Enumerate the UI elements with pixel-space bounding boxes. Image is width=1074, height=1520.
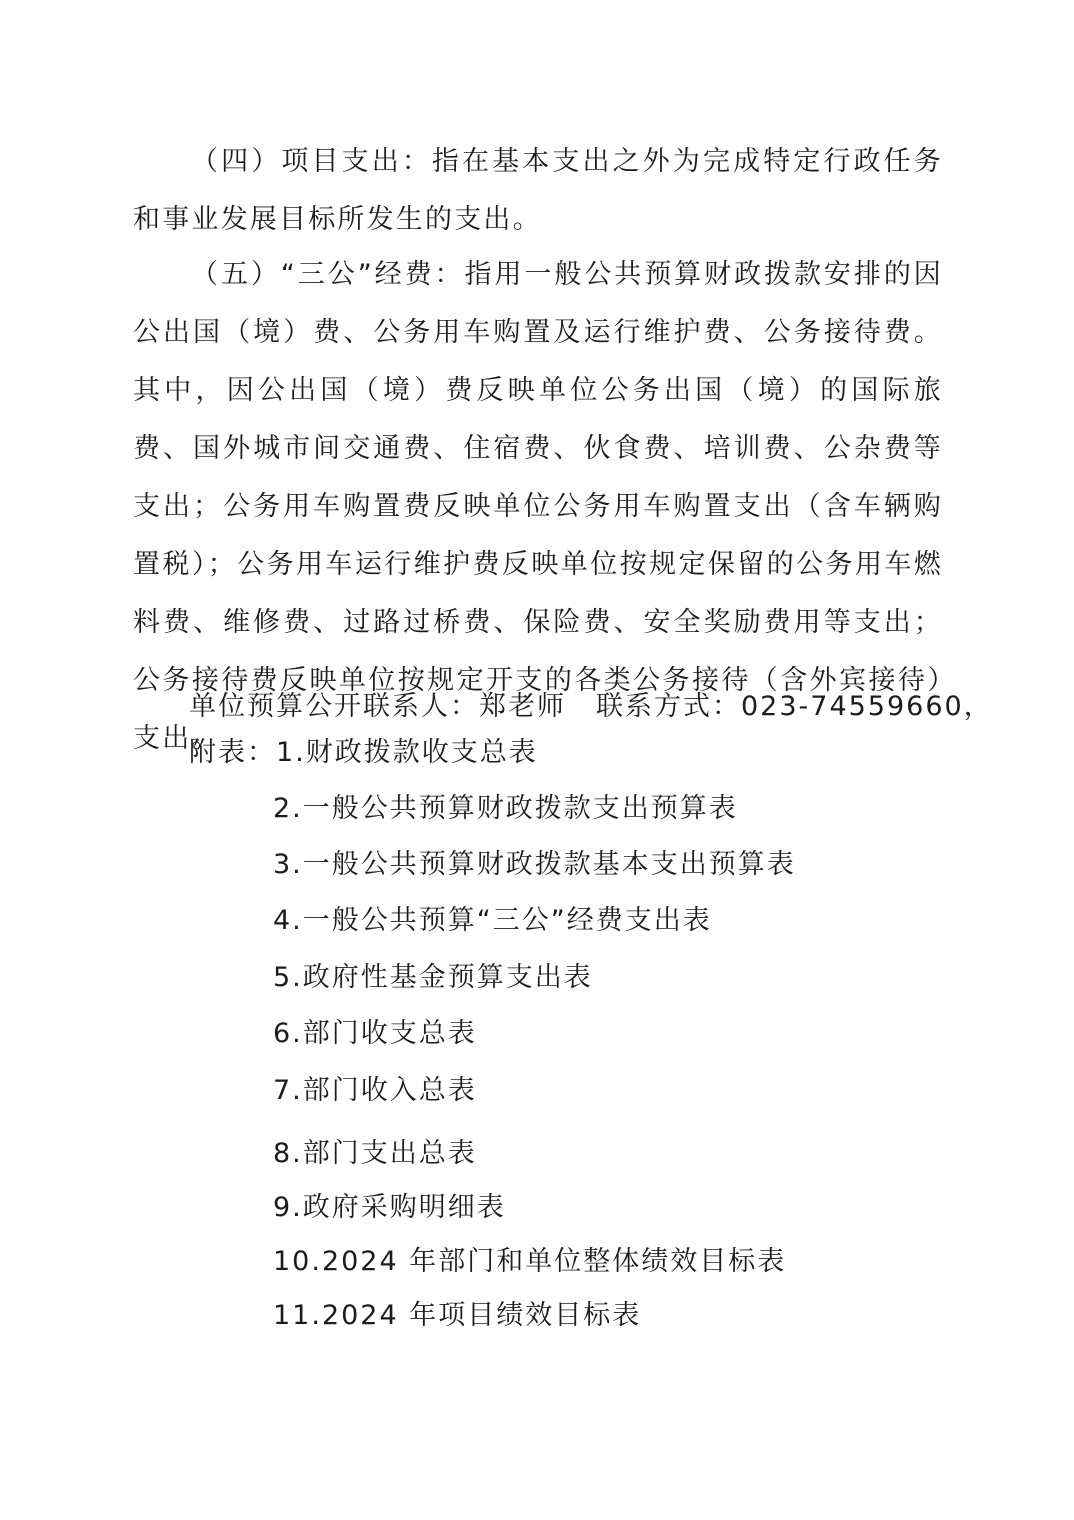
annex-item-5: 5.政府性基金预算支出表 [273,962,593,993]
contact-line [189,687,993,727]
annex-item-11: 11.2024 年项目绩效目标表 [273,1300,642,1331]
annex-item-8: 8.部门支出总表 [273,1138,477,1169]
annex-item-10: 10.2024 年部门和单位整体绩效目标表 [273,1246,787,1277]
annex-item-2: 2.一般公共预算财政拨款支出预算表 [273,793,738,824]
contact-method: 联系方式：023-74559660， [596,691,993,722]
annex-item-3: 3.一般公共预算财政拨款基本支出预算表 [273,849,796,880]
annex-item-9: 9.政府采购明细表 [273,1192,506,1223]
annex-line [189,733,538,773]
annex-item-1: 1.财政拨款收支总表 [276,737,538,768]
annex-item-4: 4.一般公共预算“三公”经费支出表 [273,905,712,936]
annex-item-7: 7.部门收入总表 [273,1075,477,1106]
paragraph-three-public-funds: （五）“三公”经费：指用一般公共预算财政拨款安排的因公出国（境）费、公务用车购置及运行维护费、公务接待费。其中，因公出国（境）费反映单位公务出国（境）的国际旅费、国外城市间交通费、住宿费、伙食费、培训费、公杂费等支出；公务用车购置费反映单位公务用车购置支出（含车辆购置税）；公务用车运行维护费反映单位按规定保留的公务用车燃料费、维修费、过路过桥费、保险费、安全奖励费用等支出；公务接待费反映单位按规定开支的各类公务接待（含外宾接待）支出。 [133,259,943,754]
paragraph-project-expenditure: （四）项目支出：指在基本支出之外为完成特定行政任务和事业发展目标所发生的支出。 [133,146,943,235]
annex-label: 附表： [189,737,276,768]
annex-item-6: 6.部门收支总表 [273,1018,477,1049]
contact-person: 单位预算公开联系人：郑老师 [189,691,566,722]
